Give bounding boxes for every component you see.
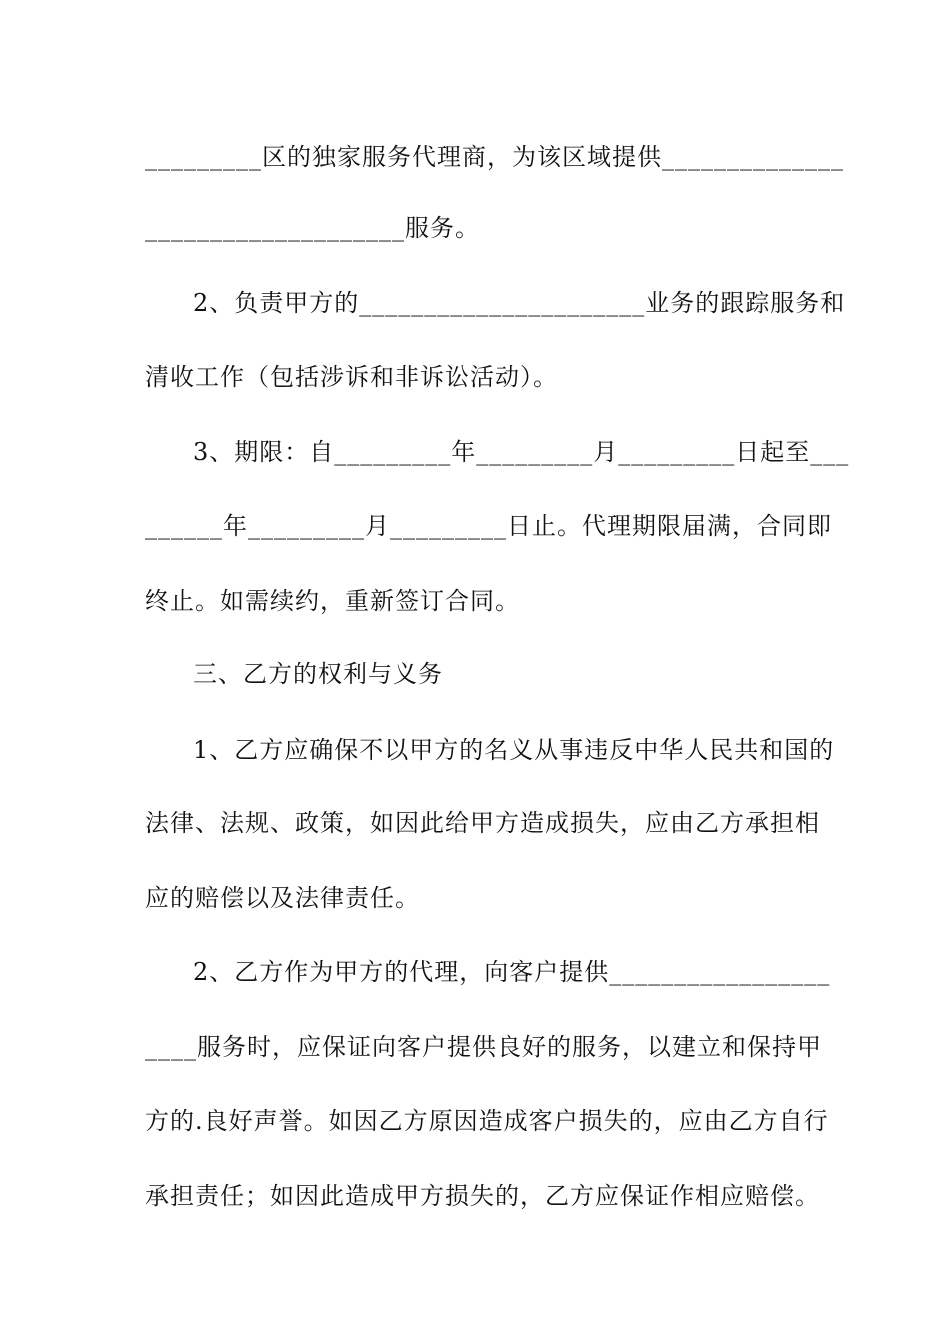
- paragraph-line: 方的.良好声誉。如因乙方原因造成客户损失的，应由乙方自行: [145, 1107, 829, 1135]
- paragraph-line: ____________________服务。: [145, 214, 480, 242]
- paragraph-line: 承担责任；如因此造成甲方损失的，乙方应保证作相应赔偿。: [145, 1182, 820, 1210]
- paragraph-line: 应的赔偿以及法律责任。: [145, 884, 420, 912]
- paragraph-line: 2、乙方作为甲方的代理，向客户提供_________________: [193, 958, 831, 986]
- paragraph-line: ______年_________月_________日止。代理期限届满，合同即: [145, 512, 832, 540]
- section-heading: 三、乙方的权利与义务: [193, 660, 443, 688]
- paragraph-line: 终止。如需续约，重新签订合同。: [145, 587, 520, 615]
- paragraph-line: ____服务时，应保证向客户提供良好的服务，以建立和保持甲: [145, 1033, 822, 1061]
- paragraph-line: 法律、法规、政策，如因此给甲方造成损失，应由乙方承担相: [145, 809, 820, 837]
- paragraph-line: 1、乙方应确保不以甲方的名义从事违反中华人民共和国的: [193, 736, 835, 764]
- paragraph-line: 2、负责甲方的______________________业务的跟踪服务和: [193, 289, 846, 317]
- paragraph-line: _________区的独家服务代理商，为该区域提供______________: [145, 143, 844, 171]
- paragraph-line: 3、期限：自_________年_________月_________日起至___: [193, 438, 850, 466]
- paragraph-line: 清收工作（包括涉诉和非诉讼活动）。: [145, 363, 558, 391]
